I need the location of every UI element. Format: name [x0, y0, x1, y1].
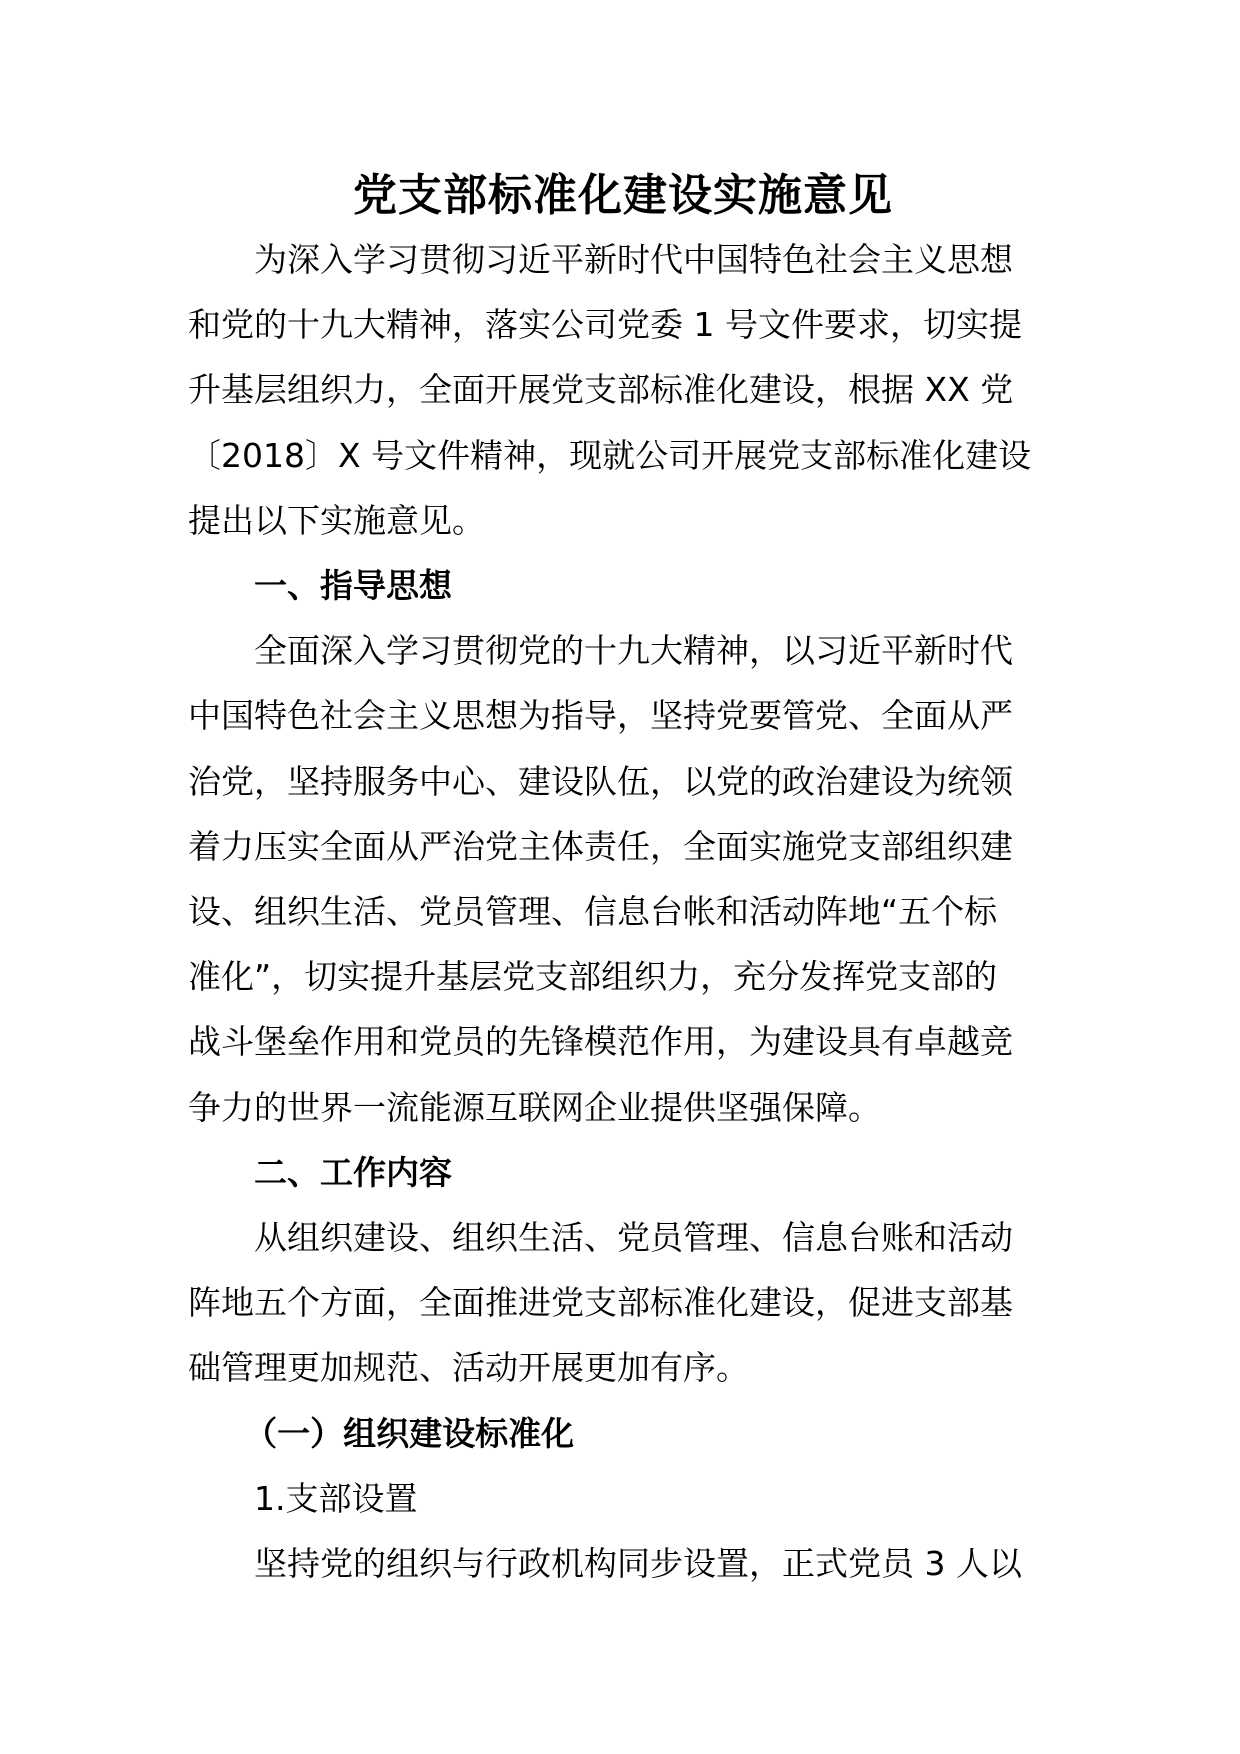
- paragraph-line: 为深入学习贯彻习近平新时代中国特色社会主义思想: [254, 240, 1013, 279]
- paragraph-line: 和党的十九大精神，落实公司党委 1 号文件要求，切实提: [188, 305, 1022, 345]
- paragraph-line: 1.支部设置: [254, 1478, 418, 1518]
- paragraph-line: 争力的世界一流能源互联网企业提供坚强保障。: [188, 1087, 881, 1127]
- section-heading-guiding-ideology: 一、指导思想: [254, 566, 452, 606]
- section-heading-work-content: 二、工作内容: [254, 1152, 452, 1192]
- work-content-paragraph: [188, 1205, 1058, 1401]
- document-title: 党支部标准化建设实施意见: [353, 170, 893, 221]
- intro-paragraph: [188, 227, 1058, 553]
- item-heading-branch-setup: [188, 1466, 1058, 1531]
- paragraph-line: 全面深入学习贯彻党的十九大精神，以习近平新时代: [254, 631, 1013, 671]
- paragraph-line: 坚持党的组织与行政机构同步设置，正式党员 3 人以: [254, 1544, 1022, 1584]
- document-body: [188, 165, 1058, 1596]
- paragraph-line: 中国特色社会主义思想为指导，坚持党要管党、全面从严: [188, 696, 1013, 736]
- paragraph-line: 治党，坚持服务中心、建设队伍，以党的政治建设为统领: [188, 761, 1013, 801]
- paragraph-line: 升基层组织力，全面开展党支部标准化建设，根据 XX 党: [188, 370, 1014, 410]
- paragraph-line: 设、组织生活、党员管理、信息台帐和活动阵地“五个标: [188, 892, 998, 932]
- guiding-ideology-paragraph: [188, 618, 1058, 1140]
- paragraph-line: 〔2018〕X 号文件精神，现就公司开展党支部标准化建设: [188, 435, 1032, 475]
- paragraph-line: 着力压实全面从严治党主体责任，全面实施党支部组织建: [188, 826, 1013, 866]
- paragraph-line: 提出以下实施意见。: [188, 500, 485, 540]
- paragraph-line: 阵地五个方面，全面推进党支部标准化建设，促进支部基: [188, 1283, 1013, 1323]
- subsection-heading-organization: （一）组织建设标准化: [244, 1413, 575, 1453]
- paragraph-line: 础管理更加规范、活动开展更加有序。: [188, 1348, 749, 1388]
- branch-setup-paragraph: [188, 1531, 1058, 1596]
- paragraph-line: 准化”，切实提升基层党支部组织力，充分发挥党支部的: [188, 957, 998, 997]
- paragraph-line: 从组织建设、组织生活、党员管理、信息台账和活动: [254, 1218, 1013, 1258]
- paragraph-line: 战斗堡垒作用和党员的先锋模范作用，为建设具有卓越竞: [188, 1022, 1013, 1062]
